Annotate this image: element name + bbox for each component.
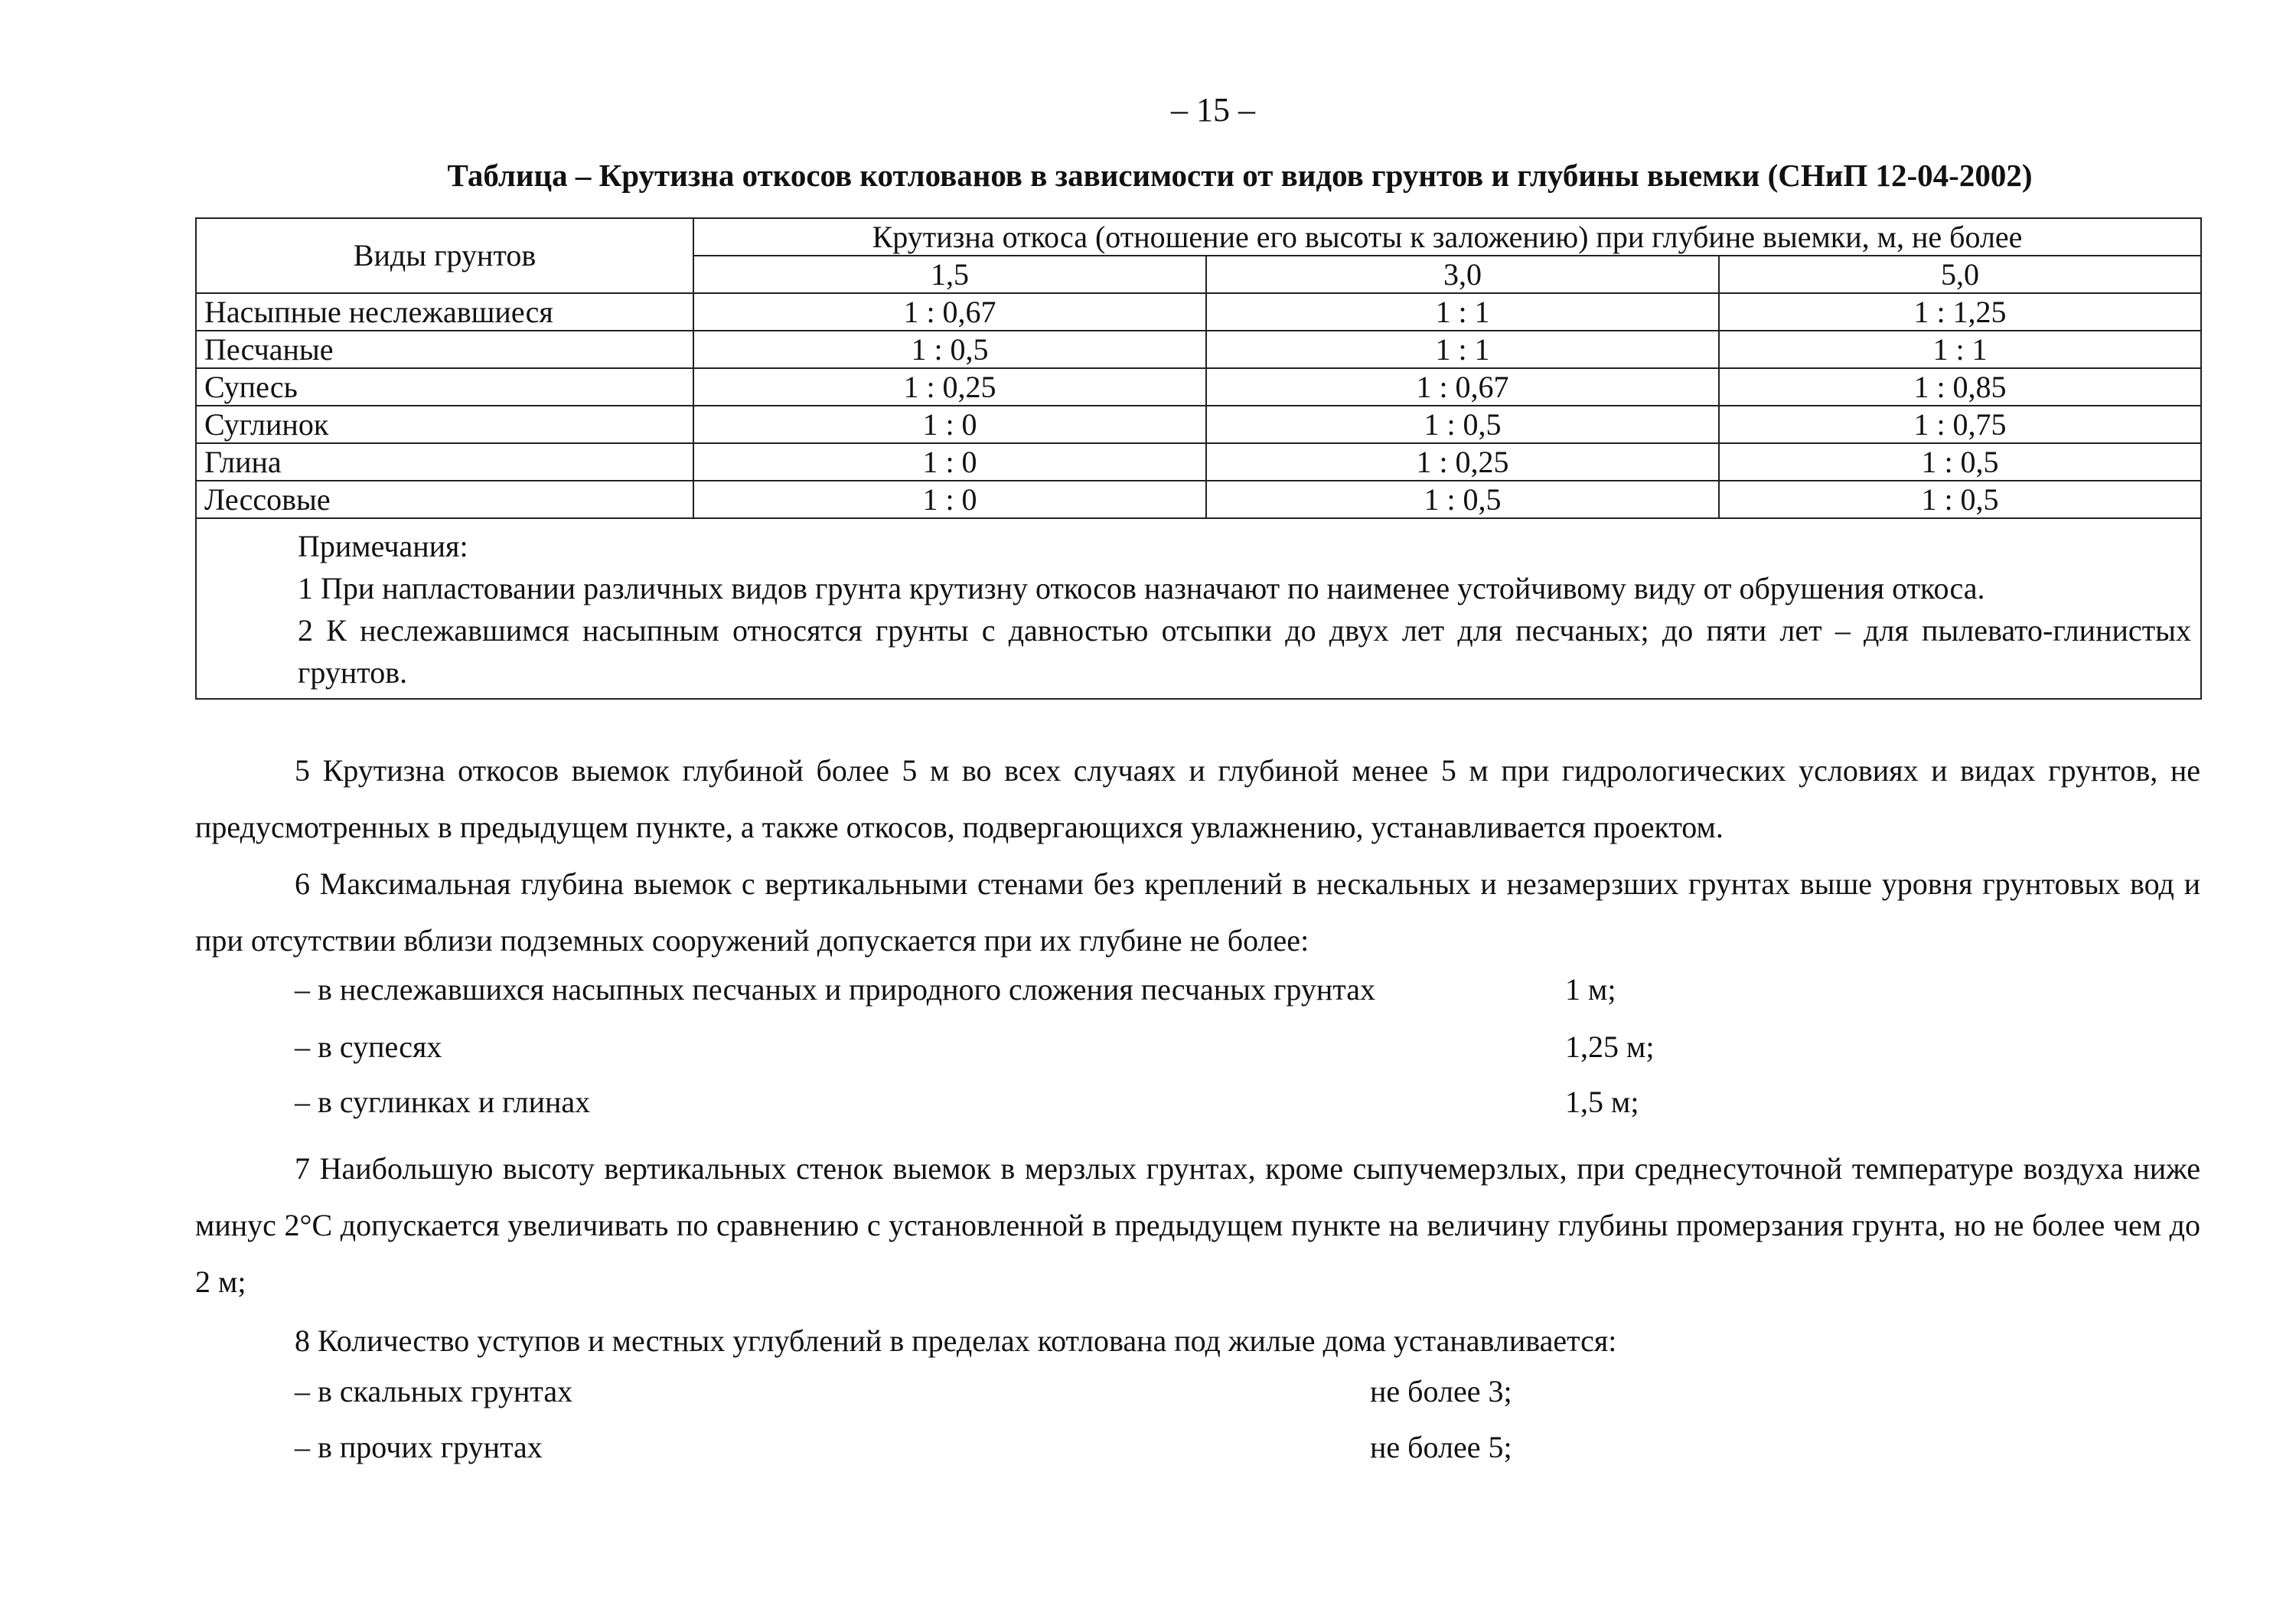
table-row bbox=[196, 481, 2201, 518]
soil-kind-cell: Насыпные неслежавшиеся bbox=[196, 293, 693, 331]
slope-cell: 1 : 0 bbox=[693, 406, 1206, 443]
slope-cell: 1 : 0 bbox=[693, 481, 1206, 518]
slope-cell: 1 : 0,5 bbox=[693, 331, 1206, 368]
slope-table bbox=[195, 217, 2202, 700]
soil-kind-cell: Лессовые bbox=[196, 481, 693, 518]
p6-item-value: 1 м; bbox=[1565, 972, 1616, 1007]
slope-cell: 1 : 0,25 bbox=[1206, 443, 1719, 481]
table-row bbox=[196, 293, 2201, 331]
note-1: 1 При напластовании различных видов грунта крутизну откосов назначают по наименее устойчивому виду от обрушения откоса. bbox=[298, 571, 1985, 605]
p8-item-value: не более 5; bbox=[1370, 1430, 1512, 1464]
table-notes bbox=[196, 518, 2201, 699]
note-2: 2 К неслежавшимся насыпным относятся грунты с давностью отсыпки до двух лет для песчаных; до пяти лет – для пылевато-глинистых грунтов. bbox=[298, 613, 2192, 690]
p6-item-value: 1,25 м; bbox=[1565, 1030, 1655, 1064]
slope-cell: 1 : 1 bbox=[1206, 331, 1719, 368]
paragraph-8: 8 Количество уступов и местных углублений в пределах котлована под жилые дома устанавливается: bbox=[295, 1323, 1617, 1358]
slope-cell: 1 : 0,5 bbox=[1719, 481, 2201, 518]
p6-item-value: 1,5 м; bbox=[1565, 1085, 1639, 1119]
header-depth-1: 1,5 bbox=[693, 256, 1206, 293]
slope-cell: 1 : 1,25 bbox=[1719, 293, 2201, 331]
table-header-row bbox=[196, 218, 2201, 256]
p6-item-label: – в супесях bbox=[295, 1030, 442, 1064]
slope-cell: 1 : 0,67 bbox=[693, 293, 1206, 331]
table-row bbox=[196, 443, 2201, 481]
slope-cell: 1 : 0,67 bbox=[1206, 368, 1719, 406]
table-row bbox=[196, 331, 2201, 368]
header-slope: Крутизна откоса (отношение его высоты к заложению) при глубине выемки, м, не более bbox=[693, 218, 2201, 256]
p8-item-label: – в прочих грунтах bbox=[295, 1430, 543, 1464]
slope-cell: 1 : 0,5 bbox=[1206, 406, 1719, 443]
paragraph-7: 7 Наибольшую высоту вертикальных стенок выемок в мерзлых грунтах, кроме сыпучемерзлых, при среднесуточной температуре воздуха ниже минус 2°С допускается увеличивать по сравнению с установленной в предыдущем пункте на величину глубины промерзания грунта, но не более чем до 2 м; bbox=[195, 1151, 2200, 1299]
table-row bbox=[196, 406, 2201, 443]
soil-kind-cell: Глина bbox=[196, 443, 693, 481]
paragraph-6: 6 Максимальная глубина выемок с вертикальными стенами без креплений в нескальных и незамерзших грунтах выше уровня грунтовых вод и при отсутствии вблизи подземных сооружений допускается при их глубине не более: bbox=[195, 866, 2200, 958]
p6-item-label: – в неслежавшихся насыпных песчаных и природного сложения песчаных грунтах bbox=[295, 972, 1376, 1007]
header-depth-2: 3,0 bbox=[1206, 256, 1719, 293]
header-depth-3: 5,0 bbox=[1719, 256, 2201, 293]
slope-cell: 1 : 1 bbox=[1206, 293, 1719, 331]
table-caption: Таблица – Крутизна откосов котлованов в зависимости от видов грунтов и глубины выемки (СНиП 12-04-2002) bbox=[447, 158, 2033, 193]
slope-cell: 1 : 0,85 bbox=[1719, 368, 2201, 406]
slope-cell: 1 : 1 bbox=[1719, 331, 2201, 368]
soil-kind-cell: Песчаные bbox=[196, 331, 693, 368]
soil-kind-cell: Супесь bbox=[196, 368, 693, 406]
p6-item-label: – в суглинках и глинах bbox=[295, 1085, 591, 1119]
notes-title: Примечания: bbox=[298, 529, 468, 563]
p8-item-value: не более 3; bbox=[1370, 1374, 1512, 1408]
slope-cell: 1 : 0,75 bbox=[1719, 406, 2201, 443]
table-row bbox=[196, 368, 2201, 406]
slope-cell: 1 : 0 bbox=[693, 443, 1206, 481]
header-soil-kind: Виды грунтов bbox=[196, 218, 693, 293]
slope-cell: 1 : 0,25 bbox=[693, 368, 1206, 406]
slope-cell: 1 : 0,5 bbox=[1719, 443, 2201, 481]
table-notes-row bbox=[196, 518, 2201, 699]
paragraph-5: 5 Крутизна откосов выемок глубиной более 5 м во всех случаях и глубиной менее 5 м при гидрологических условиях и видах грунтов, не предусмотренных в предыдущем пункте, а также откосов, подвергающихся увлажнению, устанавливается проектом. bbox=[195, 753, 2200, 844]
page-number: – 15 – bbox=[1171, 91, 1255, 129]
slope-cell: 1 : 0,5 bbox=[1206, 481, 1719, 518]
soil-kind-cell: Суглинок bbox=[196, 406, 693, 443]
p8-item-label: – в скальных грунтах bbox=[295, 1374, 573, 1408]
